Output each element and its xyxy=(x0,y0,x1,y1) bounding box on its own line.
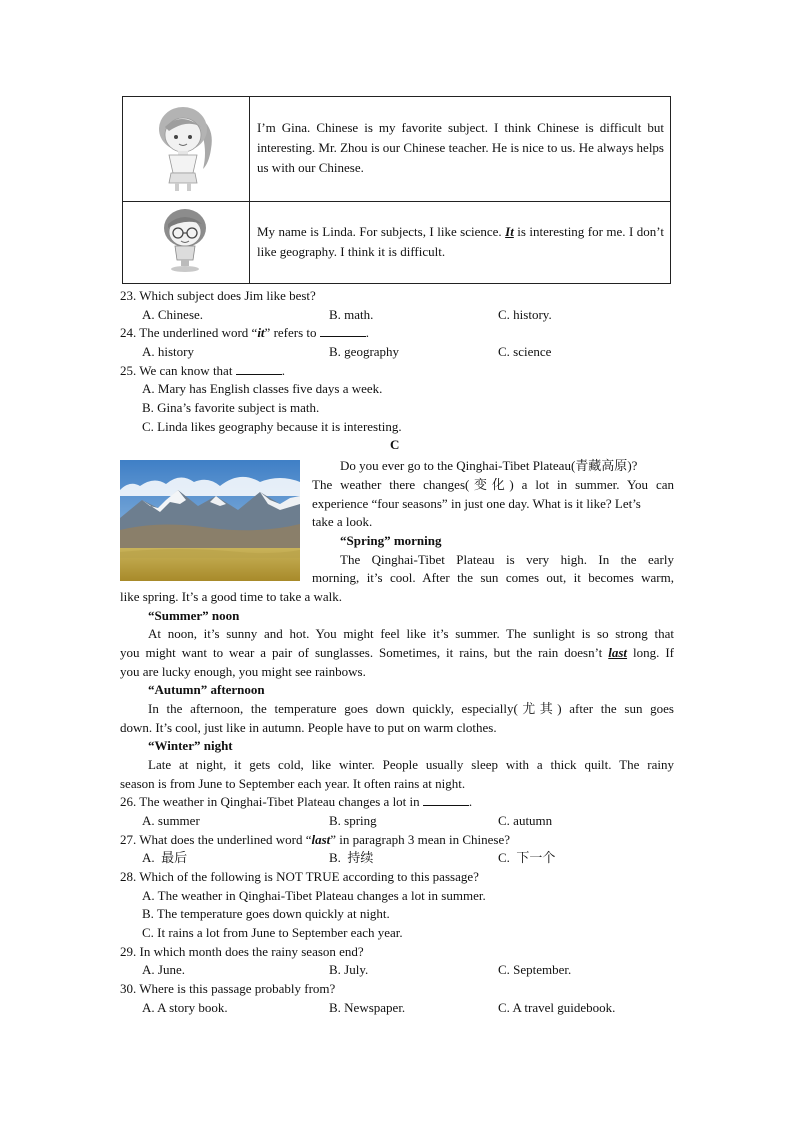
answer-blank xyxy=(236,362,282,375)
profile-table xyxy=(122,96,671,284)
q29-option-b[interactable]: B. July. xyxy=(329,962,369,977)
q24-text: ” refers to xyxy=(264,325,320,340)
q26-option-a[interactable]: A. summer xyxy=(142,813,200,828)
answer-blank xyxy=(423,793,469,806)
answer-blank xyxy=(320,324,366,337)
q27-text: 27. What does the underlined word “ xyxy=(120,832,312,847)
intro-text: )? xyxy=(627,458,638,473)
linda-text-part: is interesting for me. I don’t like geography. I think it is difficult. xyxy=(257,224,664,259)
question-28: 28. Which of the following is NOT TRUE according to this passage? xyxy=(120,869,479,884)
intro-line-1 xyxy=(340,456,637,476)
question-24: 24. The underlined word “it” refers to . xyxy=(120,325,370,340)
question-23: 23. Which subject does Jim like best? xyxy=(120,288,316,303)
q23-option-c[interactable]: C. history. xyxy=(498,307,552,322)
intro-line-4: take a look. xyxy=(312,514,373,529)
plateau-landscape-photo xyxy=(120,460,300,581)
q27-option-a[interactable] xyxy=(142,848,187,868)
question-30: 30. Where is this passage probably from? xyxy=(120,981,336,996)
option-label: B. xyxy=(329,850,341,865)
winter-line-2: season is from June to September each year. It often rains at night. xyxy=(120,776,466,791)
question-29: 29. In which month does the rainy season end? xyxy=(120,944,364,959)
intro-cjk: 变化 xyxy=(469,478,510,493)
q29-option-a[interactable]: A. June. xyxy=(142,962,185,977)
q24-option-c[interactable]: C. science xyxy=(498,344,552,359)
question-27 xyxy=(120,830,510,849)
q25-option-c[interactable]: C. Linda likes geography because it is interesting. xyxy=(142,419,402,434)
autumn-heading: “Autumn” afternoon xyxy=(148,682,265,697)
q24-word: it xyxy=(257,325,265,340)
option-text: 最后 xyxy=(161,851,188,866)
q24-text: 24. The underlined word “ xyxy=(120,325,258,340)
summer-line-1: At noon, it’s sunny and hot. You might feel like it’s summer. The sunlight is so strong that xyxy=(148,626,674,641)
q27-option-c[interactable] xyxy=(498,848,555,868)
option-label: A. xyxy=(142,850,155,865)
spring-line-1: The Qinghai-Tibet Plateau is very high. In the early xyxy=(340,552,674,567)
q30-option-c[interactable]: C. A travel guidebook. xyxy=(498,1000,616,1015)
spring-heading: “Spring” morning xyxy=(340,533,442,548)
spring-line-3: like spring. It’s a good time to take a walk. xyxy=(120,589,343,604)
girl-glasses-avatar xyxy=(123,202,250,283)
summer-line-2 xyxy=(120,643,674,662)
q25-option-b[interactable]: B. Gina’s favorite subject is math. xyxy=(142,400,320,415)
q26-option-b[interactable]: B. spring xyxy=(329,813,377,828)
autumn-cjk: 尤其 xyxy=(517,702,558,717)
q27-option-b[interactable] xyxy=(329,848,373,868)
question-25: 25. We can know that . xyxy=(120,363,285,378)
q30-option-b[interactable]: B. Newspaper. xyxy=(329,1000,406,1015)
winter-heading: “Winter” night xyxy=(148,738,233,753)
winter-line-1: Late at night, it gets cold, like winter. People usually sleep with a thick quilt. The rainy xyxy=(148,757,674,772)
q24-option-a[interactable]: A. history xyxy=(142,344,194,359)
autumn-line-2: down. It’s cool, just like in autumn. People have to put on warm clothes. xyxy=(120,720,497,735)
summer-line-3: you are lucky enough, you might see rainbows. xyxy=(120,664,366,679)
option-text: 下一个 xyxy=(516,851,556,866)
section-c-heading: C xyxy=(390,437,400,452)
profile-row-gina xyxy=(123,97,670,202)
q30-option-a[interactable]: A. A story book. xyxy=(142,1000,228,1015)
q27-word: last xyxy=(311,832,331,847)
underlined-word-last: last xyxy=(608,645,628,660)
underlined-word-it: It xyxy=(505,224,514,239)
autumn-line-1 xyxy=(148,699,674,719)
q26-text: 26. The weather in Qinghai-Tibet Plateau changes a lot in xyxy=(120,794,423,809)
intro-cjk: 青藏高原 xyxy=(575,459,628,474)
girl-ponytail-avatar xyxy=(123,97,250,201)
q25-option-a[interactable]: A. Mary has English classes five days a week. xyxy=(142,381,383,396)
intro-text: Do you ever go to the Qinghai-Tibet Plateau( xyxy=(340,458,576,473)
q25-text: 25. We can know that xyxy=(120,363,236,378)
q28-option-b[interactable]: B. The temperature goes down quickly at night. xyxy=(142,906,390,921)
intro-text: The weather there changes( xyxy=(312,477,470,492)
q29-option-c[interactable]: C. September. xyxy=(498,962,572,977)
intro-line-3: experience “four seasons” in just one day. What is it like? Let’s xyxy=(312,496,641,511)
autumn-text: ) after the sun goes xyxy=(557,701,674,716)
summer-heading: “Summer” noon xyxy=(148,608,240,623)
summer-text: you might want to wear a pair of sunglasses. Sometimes, it rains, but the rain doesn’t xyxy=(120,645,609,660)
linda-profile-text xyxy=(257,222,664,262)
q26-option-c[interactable]: C. autumn xyxy=(498,813,553,828)
q23-option-b[interactable]: B. math. xyxy=(329,307,374,322)
gina-profile-text: I’m Gina. Chinese is my favorite subject. I think Chinese is difficult but interesting. Mr. Zhou is our Chinese teacher. He is nice to us. He always helps us with our Chinese. xyxy=(257,120,664,175)
summer-text: long. If xyxy=(627,645,674,660)
q24-option-b[interactable]: B. geography xyxy=(329,344,400,359)
profile-row-linda xyxy=(123,202,670,283)
question-26: 26. The weather in Qinghai-Tibet Plateau changes a lot in . xyxy=(120,794,473,809)
option-text: 持续 xyxy=(347,851,374,866)
autumn-text: In the afternoon, the temperature goes down quickly, especially( xyxy=(148,701,518,716)
intro-text: ) a lot in summer. You can xyxy=(509,477,675,492)
q23-option-a[interactable]: A. Chinese. xyxy=(142,307,204,322)
q28-option-c[interactable]: C. It rains a lot from June to September each year. xyxy=(142,925,403,940)
q28-option-a[interactable]: A. The weather in Qinghai-Tibet Plateau changes a lot in summer. xyxy=(142,888,486,903)
linda-text-part: My name is Linda. For subjects, I like science. xyxy=(257,224,502,239)
intro-line-2 xyxy=(312,475,674,495)
spring-line-2: morning, it’s cool. After the sun comes out, it becomes warm, xyxy=(312,570,674,585)
q27-text: ” in paragraph 3 mean in Chinese? xyxy=(330,832,511,847)
option-label: C. xyxy=(498,850,510,865)
